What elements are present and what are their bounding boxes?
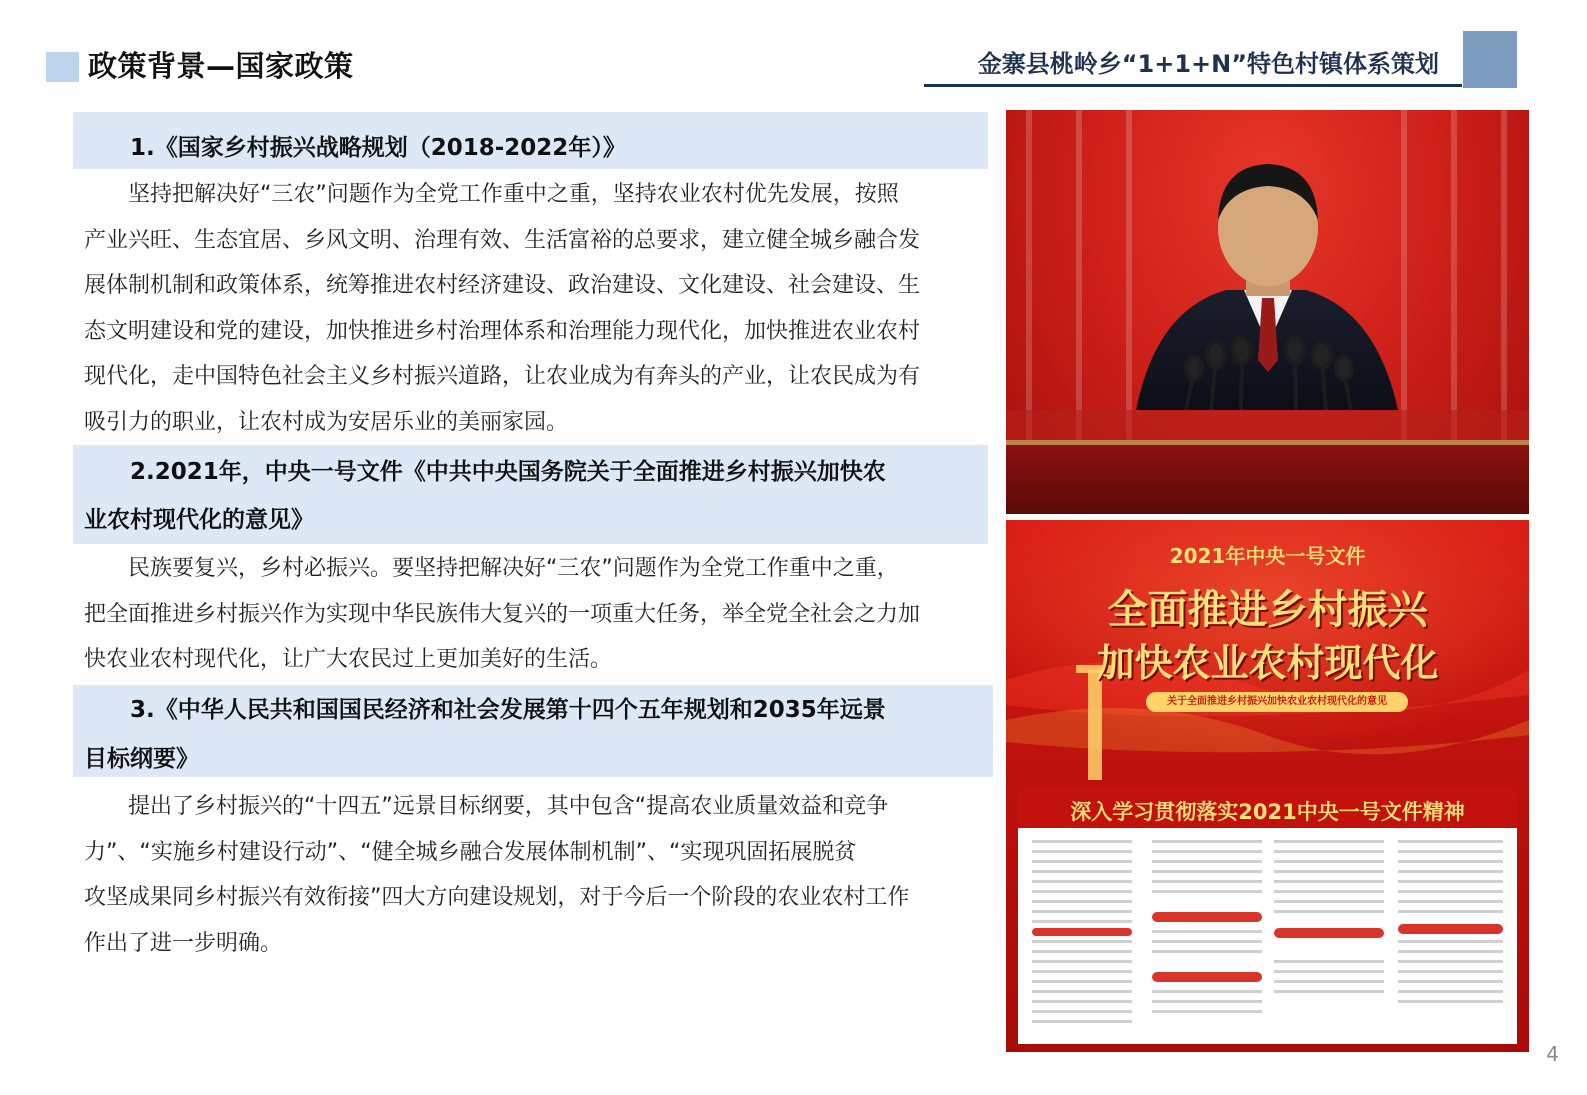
body-line: 坚持把解决好“三农”问题作为全党工作重中之重，坚持农业农村优先发展，按照: [128, 182, 899, 207]
section-3-body: [84, 784, 984, 966]
speech-photo: [1006, 110, 1529, 514]
poster-top-label: 2021年中央一号文件: [1169, 544, 1366, 568]
body-line: 产业兴旺、生态宜居、乡风文明、治理有效、生活富裕的总要求，建立健全城乡融合发: [84, 227, 921, 253]
poster-headline-1: 全面推进乡村振兴: [1107, 586, 1428, 633]
body-line: 态文明建设和党的建设，加快推进乡村治理体系和治理能力现代化，加快推进农业农村: [84, 318, 921, 344]
body-line: 把全面推进乡村振兴作为实现中华民族伟大复兴的一项重大任务，举全党全社会之力加: [84, 601, 921, 627]
title-accent-square: [46, 52, 79, 82]
body-line: 展体制机制和政策体系，统筹推进农村经济建设、政治建设、文化建设、社会建设、生: [84, 273, 921, 298]
body-line: 现代化，走中国特色社会主义乡村振兴道路，让农业成为有奔头的产业，让农民成为有: [84, 364, 921, 389]
body-line: 提出了乡村振兴的“十四五”远景目标纲要，其中包含“提高农业质量效益和竞争: [128, 794, 889, 819]
section-1-body: [84, 172, 984, 445]
body-line: 力”、“实施乡村建设行动”、“健全城乡融合发展体制机制”、“实现巩固拓展脱贫: [84, 839, 857, 865]
section-1-heading: 1.《国家乡村振兴战略规划（2018-2022年）》: [130, 135, 626, 161]
body-line: 民族要复兴，乡村必振兴。要坚持把解决好“三农”问题作为全党工作重中之重，: [128, 556, 899, 581]
project-title-underline: [924, 84, 1462, 87]
body-line: 快农业农村现代化，让广大农民过上更加美好的生活。: [84, 647, 613, 672]
page-title: 政策背景—国家政策: [88, 49, 354, 83]
poster-headline-2: 加快农业农村现代化: [1096, 640, 1439, 685]
section-3-heading-line-1: 3.《中华人民共和国国民经济和社会发展第十四个五年规划和2035年远景: [130, 697, 886, 723]
speech-photo-illustration: [1006, 110, 1529, 514]
header-color-block: [1463, 31, 1517, 88]
body-line: 攻坚成果同乡村振兴有效衔接”四大方向建设规划，对于今后一个阶段的农业农村工作: [84, 885, 910, 910]
project-title: 金寨县桃岭乡“1+1+N”特色村镇体系策划: [977, 50, 1439, 78]
poster-board-title: 深入学习贯彻落实2021中央一号文件精神: [1070, 800, 1465, 824]
section-2-body: [84, 546, 984, 683]
body-line: 作出了进一步明确。: [84, 930, 283, 956]
section-3-heading-line-2: 目标纲要》: [84, 746, 199, 772]
poster-subtitle: 关于全面推进乡村振兴加快农业农村现代化的意见: [1146, 692, 1408, 712]
page-number: 4: [1546, 1042, 1559, 1066]
section-2-heading-line-2: 业农村现代化的意见》: [84, 507, 314, 533]
section-2-heading-line-1: 2.2021年，中央一号文件《中共中央国务院关于全面推进乡村振兴加快农: [130, 459, 886, 485]
policy-poster: [1006, 520, 1529, 1052]
body-line: 吸引力的职业，让农村成为安居乐业的美丽家园。: [84, 409, 569, 435]
